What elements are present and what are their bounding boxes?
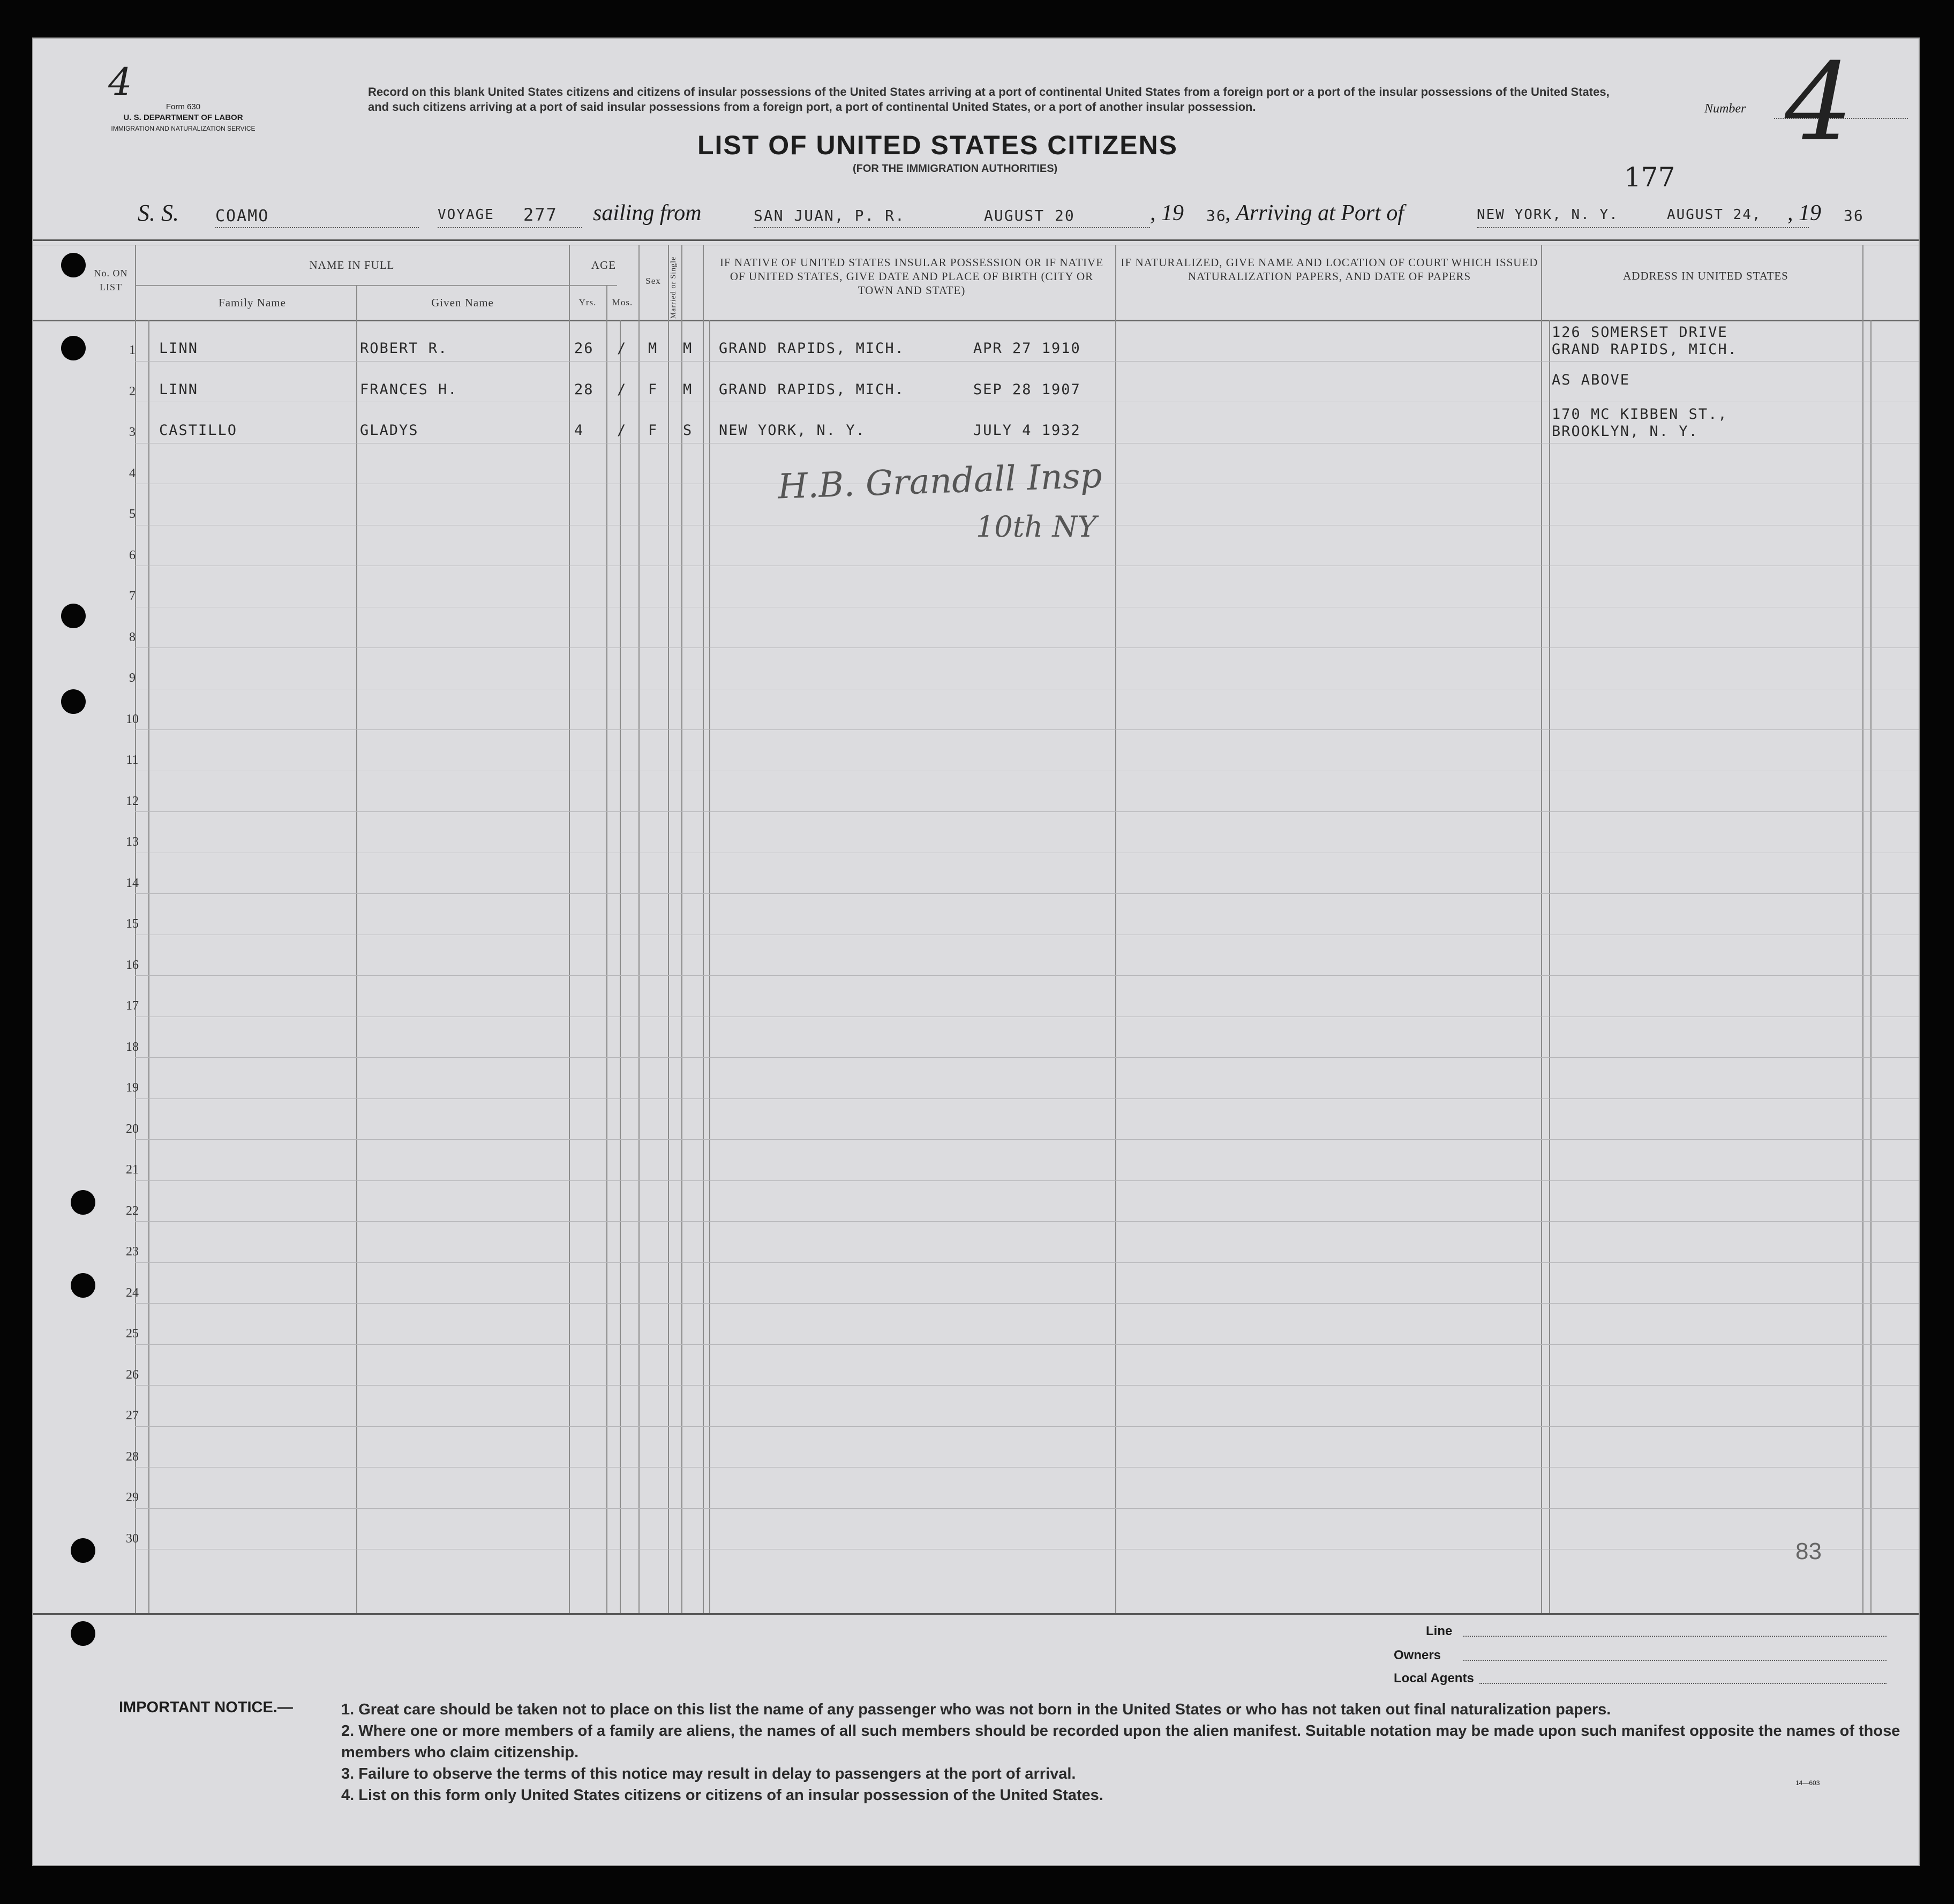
age-months: /: [617, 422, 627, 439]
col-line: [638, 245, 640, 1613]
col-line: [1541, 245, 1542, 1613]
instructions-text: Record on this blank United States citizens and citizens of insular possessions of the United States arriving at a port of continental United States from a foreign port or a port of the insular possessions of the United States, and such citizens arriving at a port of said insular possessions from a foreign port, a port of continental United States, or a port of another insular possession.: [368, 85, 1610, 114]
col-line: [681, 245, 682, 1613]
voyage-number: 277: [523, 205, 558, 225]
departure-port: SAN JUAN, P. R.: [754, 207, 905, 224]
header-age: AGE: [591, 259, 617, 272]
header-family-name: Family Name: [219, 296, 286, 309]
voyage-line-rule: [438, 227, 582, 228]
row-number: 23: [126, 1245, 139, 1259]
address-line-1: 170 MC KIBBEN ST.,: [1552, 406, 1728, 423]
col-line: [1862, 245, 1863, 1613]
header-no: No. ON LIST: [94, 268, 128, 292]
departure-date: AUGUST 20: [984, 207, 1075, 224]
number-value: 4: [1785, 40, 1853, 165]
row-rule: [135, 361, 1919, 362]
arrival-port-line: [1477, 227, 1809, 228]
row-number: 16: [126, 958, 139, 972]
arrival-date: AUGUST 24,: [1667, 207, 1762, 223]
row-number: 21: [126, 1163, 139, 1177]
punch-hole: [61, 253, 86, 277]
row-rule: [135, 893, 1919, 894]
row-rule: [135, 1098, 1919, 1099]
punch-hole: [71, 1538, 95, 1563]
row-rule: [135, 1180, 1919, 1181]
ref-number: 177: [1624, 162, 1675, 193]
row-rule: [135, 729, 1919, 730]
header-bottom-rule: [33, 320, 1919, 321]
row-number: 11: [126, 753, 139, 767]
arrival-year: 36: [1844, 207, 1864, 224]
marital-status: S: [683, 422, 693, 439]
row-number: 4: [129, 466, 136, 480]
col-line: [569, 245, 570, 1613]
row-rule: [135, 1508, 1919, 1509]
sex: M: [648, 340, 658, 357]
punch-hole: [71, 1621, 95, 1646]
header-sex: Sex: [645, 276, 661, 286]
row-number: 6: [129, 548, 136, 562]
notice-items: [341, 1699, 1911, 1806]
given-name: FRANCES H.: [360, 381, 458, 398]
form-dept: U. S. DEPARTMENT OF LABOR: [123, 113, 243, 122]
manifest-sheet: [32, 37, 1920, 1866]
given-name: GLADYS: [360, 422, 419, 439]
arrival-port: NEW YORK, N. Y.: [1477, 207, 1619, 223]
row-number: 5: [129, 507, 136, 521]
row-number: 10: [126, 712, 139, 726]
line-field: [1463, 1636, 1887, 1637]
departure-year: 36: [1206, 207, 1227, 224]
form-id: [71, 102, 296, 134]
row-number: 24: [126, 1286, 139, 1300]
ship-line: [215, 227, 419, 228]
row-number: 13: [126, 835, 139, 849]
row-number: 19: [126, 1081, 139, 1095]
row-number: 28: [126, 1450, 139, 1464]
header-naturalized: IF NATURALIZED, GIVE NAME AND LOCATION OF COURT WHICH ISSUED NATURALIZATION PAPERS, AND DATE OF PAPERS: [1121, 256, 1538, 283]
row-rule: [135, 811, 1919, 812]
sex: F: [648, 422, 658, 439]
row-rule: [135, 1221, 1919, 1222]
age-years: 4: [574, 422, 584, 439]
ship-name: COAMO: [215, 207, 269, 225]
form-service: IMMIGRATION AND NATURALIZATION SERVICE: [111, 125, 255, 132]
header-given-name: Given Name: [431, 296, 494, 309]
family-name: CASTILLO: [159, 422, 238, 439]
corner-note: 4: [108, 60, 132, 104]
header-address: ADDRESS IN UNITED STATES: [1623, 269, 1788, 282]
inspector-district: 10th NY: [976, 510, 1097, 544]
row-number: 29: [126, 1491, 139, 1504]
notice-label: IMPORTANT NOTICE.—: [119, 1699, 293, 1716]
row-number: 17: [126, 999, 139, 1013]
row-number: 22: [126, 1204, 139, 1218]
marital-status: M: [683, 340, 693, 357]
notice-item: 4. List on this form only United States citizens or citizens of an insular possession of the United States.: [341, 1787, 1103, 1804]
inspector-signature: H.B. Grandall Insp: [777, 456, 1103, 507]
arrival-year-prefix: , 19: [1787, 201, 1821, 225]
header-marital: Married or Single: [670, 256, 678, 319]
voyage-line: [138, 199, 1905, 237]
address-line-1: 126 SOMERSET DRIVE: [1552, 324, 1728, 341]
page-title: LIST OF UNITED STATES CITIZENS: [697, 130, 1178, 160]
header-mos: Mos.: [612, 297, 633, 307]
year-prefix: , 19: [1150, 201, 1184, 225]
row-rule: [135, 1426, 1919, 1427]
age-years: 28: [574, 381, 594, 398]
page-subtitle: (FOR THE IMMIGRATION AUTHORITIES): [853, 163, 1058, 175]
punch-hole: [61, 604, 86, 628]
agents-label: Local Agents: [1394, 1671, 1474, 1685]
line-label: Line: [1426, 1624, 1453, 1638]
col-line: [356, 285, 357, 1613]
header-name-in-full: NAME IN FULL: [309, 259, 395, 272]
row-rule: [135, 1344, 1919, 1345]
row-number: 12: [126, 794, 139, 808]
row-number: 15: [126, 917, 139, 931]
family-name: LINN: [159, 381, 199, 398]
row-number: 2: [129, 385, 136, 398]
row-number: 1: [129, 343, 136, 357]
notice-item: 2. Where one or more members of a family are aliens, the names of all such members should be recorded upon the alien manifest. Suitable notation may be made upon such manifest opposite the names of those members who claim citizenship.: [341, 1722, 1900, 1761]
row-number: 26: [126, 1368, 139, 1382]
page-number: 83: [1795, 1538, 1822, 1564]
col-line: [620, 320, 621, 1613]
row-number: 30: [126, 1532, 139, 1546]
notice-item: 3. Failure to observe the terms of this notice may result in delay to passengers at the port of arrival.: [341, 1765, 1076, 1782]
row-number: 9: [129, 671, 136, 685]
row-number: 27: [126, 1409, 139, 1423]
birth-place: NEW YORK, N. Y.: [719, 422, 866, 439]
row-rule: [135, 1385, 1919, 1386]
punch-hole: [71, 1273, 95, 1298]
punch-hole: [71, 1190, 95, 1215]
col-line: [709, 320, 710, 1613]
table-bottom-rule: [33, 1613, 1919, 1615]
address-line-2: BROOKLYN, N. Y.: [1552, 423, 1699, 440]
notice-item: 1. Great care should be taken not to place on this list the name of any passenger who was not born in the United States or who has not taken out final naturalization papers.: [341, 1701, 1611, 1718]
departure-line: [754, 227, 1150, 228]
row-number: 18: [126, 1040, 139, 1054]
owners-field: [1463, 1660, 1887, 1661]
row-rule: [135, 1139, 1919, 1140]
punch-hole: [61, 336, 86, 360]
row-rule: [135, 975, 1919, 976]
ss-label: S. S.: [138, 200, 179, 226]
row-number: 8: [129, 630, 136, 644]
birth-date: JULY 4 1932: [973, 422, 1081, 439]
birth-date: APR 27 1910: [973, 340, 1081, 357]
col-line: [1870, 320, 1872, 1613]
punch-hole: [61, 689, 86, 714]
voyage-label: VOYAGE: [438, 207, 494, 223]
col-line: [1549, 320, 1550, 1613]
address-line-1: AS ABOVE: [1552, 372, 1630, 388]
row-rule: [135, 1262, 1919, 1263]
table-top-rule: [33, 239, 1919, 241]
form-number: Form 630: [166, 102, 201, 111]
row-number: 7: [129, 589, 136, 603]
row-rule: [135, 1057, 1919, 1058]
row-number: 3: [129, 425, 136, 439]
age-months: /: [617, 340, 627, 357]
row-rule: [135, 1303, 1919, 1304]
form-code: 14—603: [1795, 1779, 1820, 1787]
owners-label: Owners: [1394, 1648, 1441, 1662]
row-number: 25: [126, 1327, 139, 1341]
col-line: [1115, 245, 1116, 1613]
header-yrs: Yrs.: [578, 297, 597, 307]
header-birth: IF NATIVE OF UNITED STATES INSULAR POSSESSION OR IF NATIVE OF UNITED STATES, GIVE DATE AND PLACE OF BIRTH (CITY OR TOWN AND STATE): [719, 256, 1104, 297]
agents-field: [1479, 1683, 1887, 1684]
col-line: [606, 285, 607, 1613]
address-line-2: GRAND RAPIDS, MICH.: [1552, 341, 1738, 358]
col-line: [703, 245, 704, 1613]
given-name: ROBERT R.: [360, 340, 448, 357]
marital-status: M: [683, 381, 693, 398]
sailing-label: sailing from: [593, 201, 702, 225]
col-line: [668, 245, 669, 1613]
number-label: Number: [1704, 102, 1746, 116]
birth-date: SEP 28 1907: [973, 381, 1081, 398]
name-sub-rule: [135, 285, 617, 286]
family-name: LINN: [159, 340, 199, 357]
age-years: 26: [574, 340, 594, 357]
birth-place: GRAND RAPIDS, MICH.: [719, 381, 905, 398]
sex: F: [648, 381, 658, 398]
arriving-label: , Arriving at Port of: [1225, 201, 1404, 225]
row-number: 14: [126, 876, 139, 890]
birth-place: GRAND RAPIDS, MICH.: [719, 340, 905, 357]
age-months: /: [617, 381, 627, 398]
row-number: 20: [126, 1122, 139, 1136]
